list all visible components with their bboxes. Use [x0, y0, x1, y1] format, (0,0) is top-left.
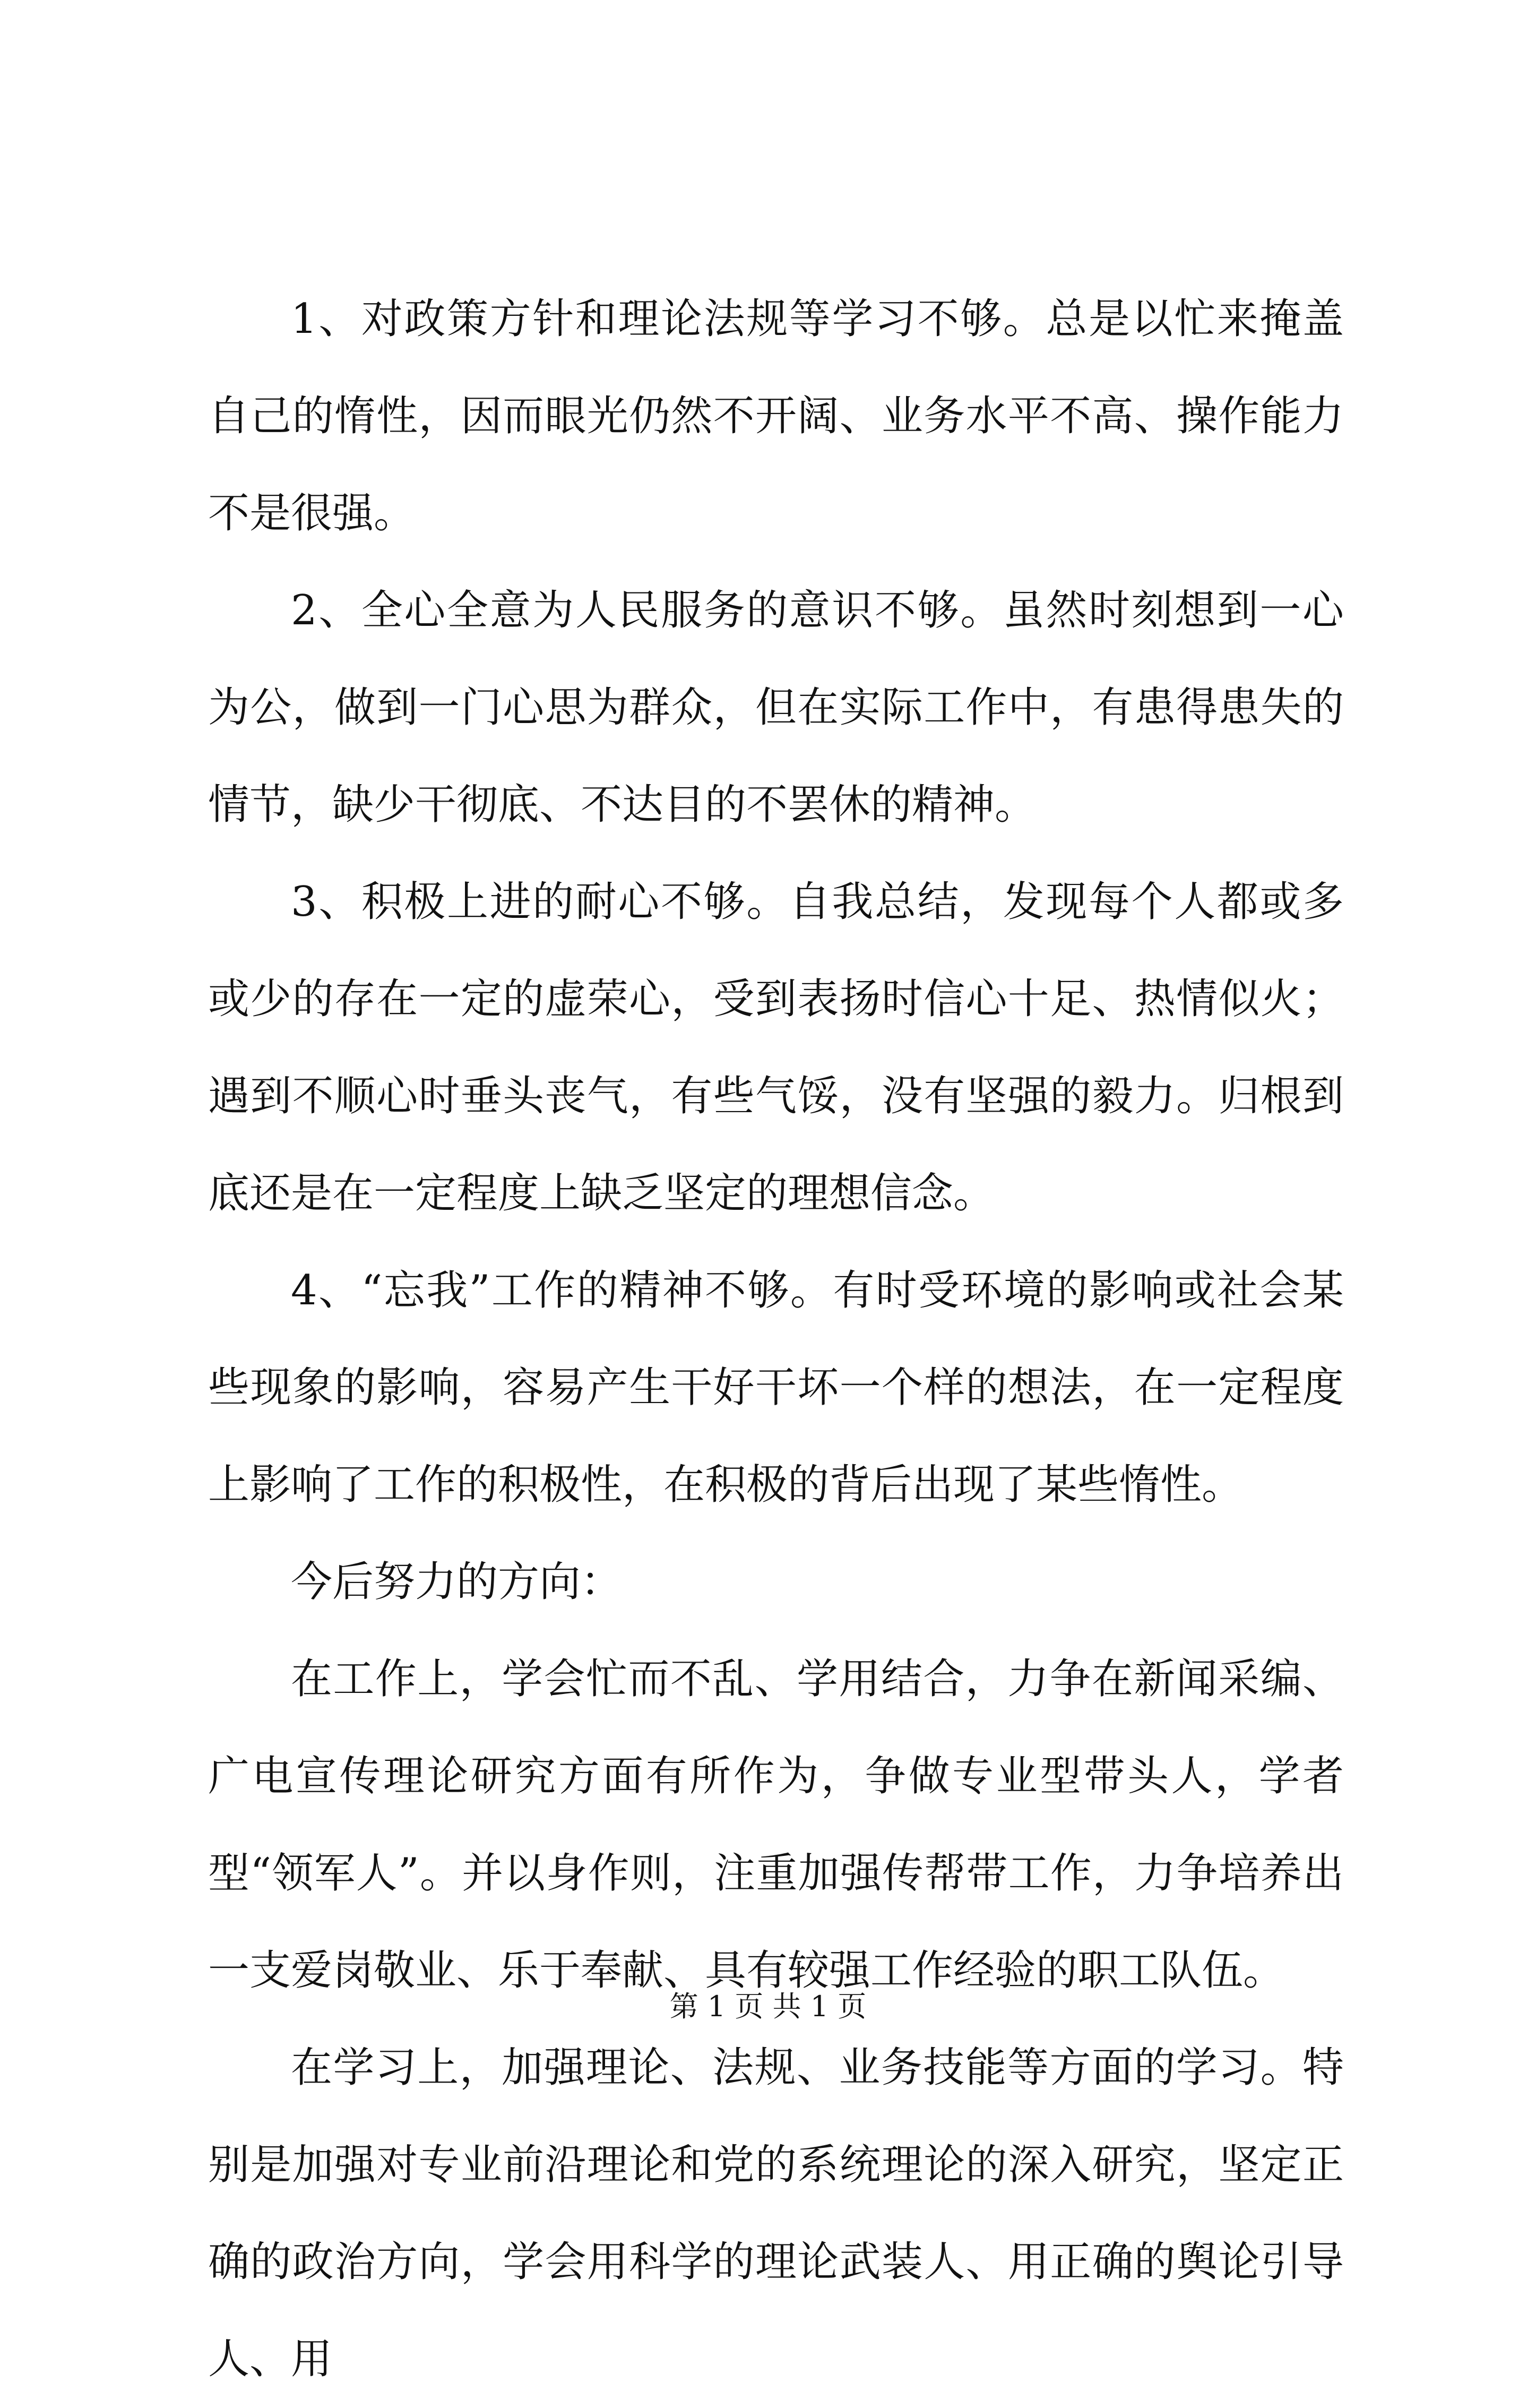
- paragraph-2: 2、全心全意为人民服务的意识不够。虽然时刻想到一心为公，做到一门心思为群众，但在实际工作中，有患得患失的情节，缺少干彻底、不达目的不罢休的精神。: [208, 587, 1344, 829]
- paragraph-3: 3、积极上进的耐心不够。自我总结，发现每个人都或多或少的存在一定的虚荣心，受到表扬时信心十足、热情似火；遇到不顺心时垂头丧气，有些气馁，没有坚强的毅力。归根到底还是在一定程度上缺乏坚定的理想信念。: [208, 878, 1344, 1217]
- paragraph-5: 今后努力的方向：: [291, 1558, 623, 1606]
- paragraph-6: 在工作上，学会忙而不乱、学用结合，力争在新闻采编、广电宣传理论研究方面有所作为，争做专业型带头人，学者型“领军人”。并以身作则，注重加强传帮带工作，力争培养出一支爱岗敬业、乐于奉献、具有较强工作经验的职工队伍。: [208, 1655, 1344, 1994]
- paragraph-1: 1、对政策方针和理论法规等学习不够。总是以忙来掩盖自己的惰性，因而眼光仍然不开阔、业务水平不高、操作能力不是很强。: [208, 295, 1344, 537]
- paragraph-4: 4、“忘我”工作的精神不够。有时受环境的影响或社会某些现象的影响，容易产生干好干坏一个样的想法，在一定程度上影响了工作的积极性，在积极的背后出现了某些惰性。: [208, 1267, 1344, 1509]
- paragraph-7: 在学习上，加强理论、法规、业务技能等方面的学习。特别是加强对专业前沿理论和党的系统理论的深入研究，坚定正确的政治方向，学会用科学的理论武装人、用正确的舆论引导人、用: [208, 2044, 1344, 2383]
- page-footer: 第 1 页 共 1 页: [669, 1990, 867, 2023]
- document-body: [208, 271, 1344, 2408]
